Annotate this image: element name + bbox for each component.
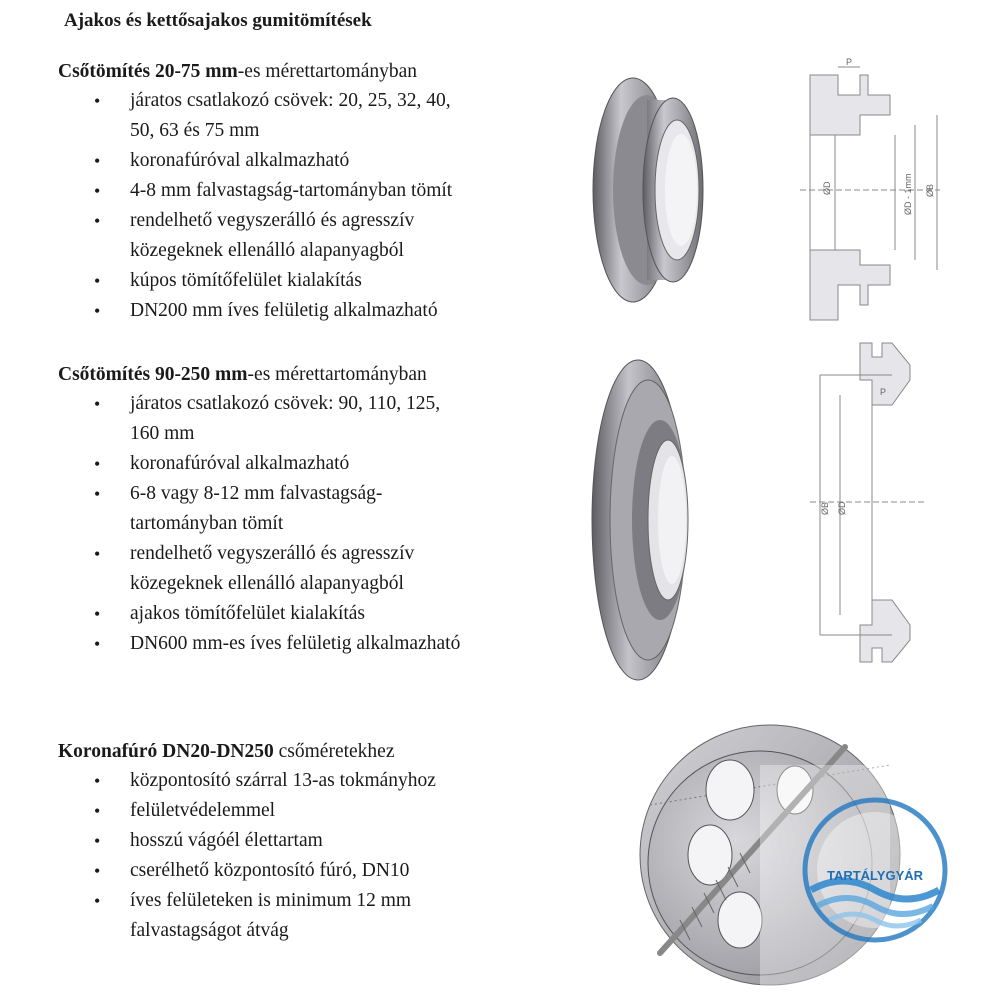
section-hole-saw (58, 738, 558, 946)
list-item: • DN200 mm íves felületig alkalmazható (58, 296, 558, 326)
list-item: • 6-8 vagy 8-12 mm falvastagság- tartományban tömít (58, 479, 558, 539)
heading-rest: csőméretekhez (273, 741, 395, 762)
list-item: • járatos csatlakozó csövek: 20, 25, 32, 40, 50, 63 és 75 mm (58, 86, 558, 146)
list-item: • koronafúróval alkalmazható (58, 146, 558, 176)
logo-text: TARTÁLYGYÁR (826, 868, 924, 883)
section-heading (58, 58, 558, 86)
heading-rest: -es mérettartományban (247, 364, 427, 385)
section-heading (58, 738, 558, 766)
dim-ob-label: ØB (820, 501, 830, 515)
list-item: • járatos csatlakozó csövek: 90, 110, 125, 160 mm (58, 389, 558, 449)
dim-ob-label: ØB (925, 183, 935, 197)
list-item: • központosító szárral 13-as tokmányhoz (58, 766, 558, 796)
list-item: • DN600 mm-es íves felületig alkalmazható (58, 629, 558, 659)
tartalygyar-logo (795, 790, 955, 950)
feature-list (58, 766, 558, 946)
list-item: • ajakos tömítőfelület kialakítás (58, 599, 558, 629)
section-heading (58, 361, 558, 389)
list-item: • 4-8 mm falvastagság-tartományban tömít (58, 176, 558, 206)
dim-p-label: P (880, 387, 887, 397)
heading-rest: -es mérettartományban (237, 61, 418, 82)
dim-p-label: P (846, 57, 853, 67)
seal-small-drawing (790, 55, 960, 330)
feature-list (58, 389, 558, 659)
page-title: Ajakos és kettősajakos gumitömítések (64, 10, 372, 31)
list-item: • rendelhető vegyszerálló és agresszív közegeknek ellenálló alapanyagból (58, 539, 558, 599)
seal-small-3d-image (585, 70, 715, 310)
seal-large-3d-image (588, 355, 698, 685)
list-item: • felületvédelemmel (58, 796, 558, 826)
heading-bold: Csőtömítés 20-75 mm (58, 61, 238, 82)
list-item: • koronafúróval alkalmazható (58, 449, 558, 479)
section-seal-90-250 (58, 361, 558, 659)
list-item: • cserélhető központosító fúró, DN10 (58, 856, 558, 886)
heading-bold: Csőtömítés 90-250 mm (58, 364, 248, 385)
list-item: • hosszú vágóél élettartam (58, 826, 558, 856)
section-seal-20-75 (58, 58, 558, 326)
list-item: • rendelhető vegyszerálló és agresszív közegeknek ellenálló alapanyagból (58, 206, 558, 266)
list-item: • kúpos tömítőfelület kialakítás (58, 266, 558, 296)
dim-od1-label: ØD - 1mm (903, 173, 913, 215)
dim-od-label: ØD (822, 181, 832, 195)
feature-list (58, 86, 558, 326)
seal-large-drawing (810, 335, 930, 690)
heading-bold: Koronafúró DN20-DN250 (58, 741, 274, 762)
list-item: • íves felületeken is minimum 12 mm falvastagságot átvág (58, 886, 558, 946)
dim-od-label: ØD (837, 501, 847, 515)
